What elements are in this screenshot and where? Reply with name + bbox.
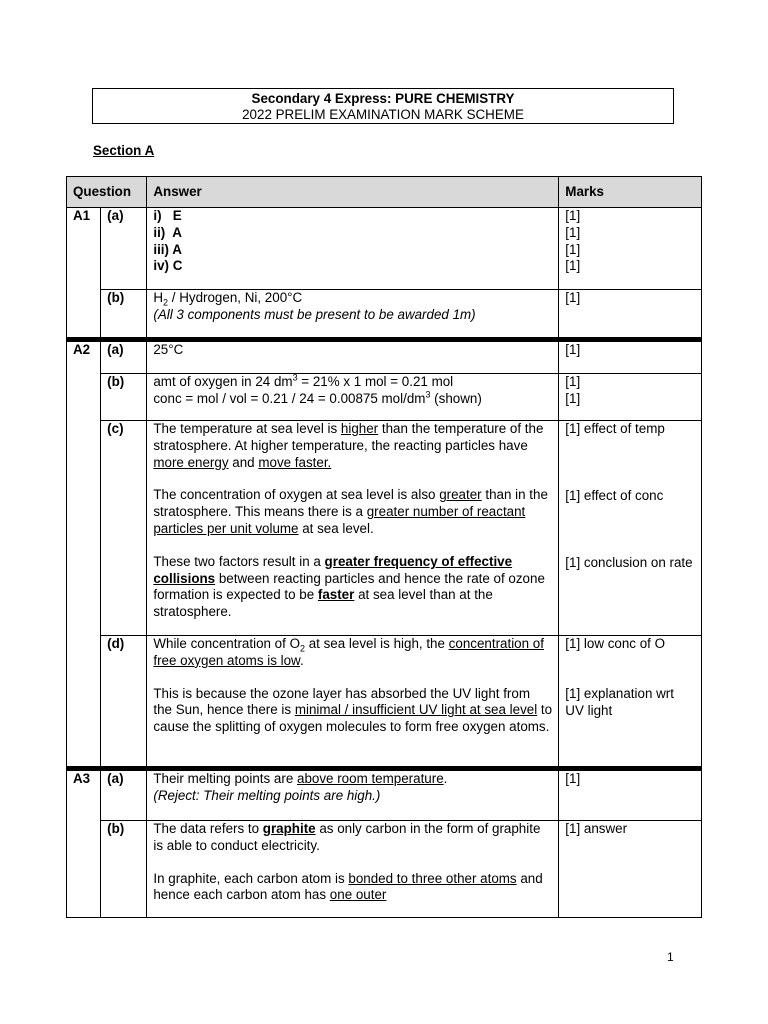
question-number-a1: A1 <box>67 208 101 340</box>
answer-line: iv) C <box>153 258 183 274</box>
table-row-a1b <box>67 290 702 340</box>
answer-paragraph: In graphite, each carbon atom is bonded to three other atoms and hence each carbon atom has one outer <box>153 870 543 903</box>
document-title: Secondary 4 Express: PURE CHEMISTRY <box>251 91 515 106</box>
answer-cell <box>147 290 559 340</box>
answer-line: ii) A <box>153 224 182 240</box>
table-row-a2d <box>67 636 702 769</box>
header-question: Question <box>67 177 147 208</box>
answer-paragraph: While concentration of $O_2$ at sea level is high, the concentration of free oxygen atoms is low. <box>153 636 544 668</box>
table-row-a3b <box>67 821 702 918</box>
question-number-a3: A3 <box>67 769 101 918</box>
marks-cell <box>559 421 702 636</box>
answer-line: iii) A <box>153 241 182 257</box>
table-row-a1a <box>67 208 702 290</box>
marks-cell <box>559 208 702 290</box>
part-label: (d) <box>101 636 147 769</box>
marks-cell <box>559 374 702 421</box>
answer-cell <box>147 421 559 636</box>
header-answer: Answer <box>147 177 559 208</box>
mark-value: [1] <box>565 374 581 389</box>
mark-note: [1] effect of temp <box>565 421 665 436</box>
answer-note: (All 3 components must be present to be awarded 1m) <box>153 306 476 322</box>
table-row-a2a <box>67 340 702 374</box>
part-label: (a) <box>101 208 147 290</box>
answer-line: $H_2$ / Hydrogen, Ni, 200°C <box>153 290 303 308</box>
answer-line: conc = mol / vol = 0.21 / 24 = 0.00875 mol/$dm^3$ (shown) <box>153 389 482 406</box>
mark-value: [1] <box>565 241 581 257</box>
mark-scheme-table <box>66 176 702 918</box>
mark-note: [1] effect of conc <box>565 488 664 503</box>
marks-cell <box>559 636 702 769</box>
answer-paragraph: The temperature at sea level is higher than the temperature of the stratosphere. At higher temperature, the reacting particles have more energy and move faster. <box>153 421 544 470</box>
mark-value: [1] <box>559 340 702 374</box>
answer-paragraph: The data refers to graphite as only carbon in the form of graphite is able to conduct electricity. <box>153 821 541 853</box>
document-title-box <box>92 88 674 124</box>
answer-paragraph: This is because the ozone layer has absorbed the UV light from the Sun, hence there is minimal / insufficient UV light at sea level to cause the splitting of oxygen molecules to form free oxygen atoms. <box>153 685 553 735</box>
mark-value: [1] <box>559 290 702 340</box>
part-label: (a) <box>101 769 147 821</box>
answer-paragraph: The concentration of oxygen at sea level is also greater than in the stratosphere. This means there is a greater number of reactant particles per unit volume at sea level. <box>153 487 548 536</box>
header-marks: Marks <box>559 177 702 208</box>
table-row-a2b <box>67 374 702 421</box>
answer-note: (Reject: Their melting points are high.) <box>153 787 381 803</box>
mark-note: [1] conclusion on rate <box>565 555 693 570</box>
part-label: (b) <box>101 374 147 421</box>
answer-line: amt of oxygen in 24 $dm^3 = 21\%$ x 1 mol = 0.21 mol <box>153 372 454 389</box>
answer-paragraph: These two factors result in a greater frequency of effective collisions between reacting particles and hence the rate of ozone formation is expected to be faster at sea level than at the stratosphere. <box>153 553 545 620</box>
table-header-row <box>67 177 702 208</box>
section-heading: Section A <box>93 143 155 158</box>
table-row-a2c <box>67 421 702 636</box>
mark-value: [1] <box>565 224 581 240</box>
mark-value: [1] <box>565 208 581 223</box>
mark-note: [1] answer <box>559 821 702 918</box>
part-label: (b) <box>101 290 147 340</box>
answer-cell <box>147 374 559 421</box>
part-label: (a) <box>101 340 147 374</box>
answer-cell: 25°C <box>147 340 559 374</box>
document-subtitle: 2022 PRELIM EXAMINATION MARK SCHEME <box>242 107 524 122</box>
answer-cell <box>147 769 559 821</box>
mark-value: [1] <box>565 390 581 406</box>
mark-note: [1] explanation wrt UV light <box>565 686 674 718</box>
answer-line: Their melting points are above room temperature. <box>153 771 448 786</box>
answer-cell <box>147 821 559 918</box>
page-number: 1 <box>667 950 674 964</box>
part-label: (b) <box>101 821 147 918</box>
table-row-a3a <box>67 769 702 821</box>
mark-value: [1] <box>565 258 581 274</box>
question-number-a2: A2 <box>67 340 101 769</box>
answer-cell <box>147 636 559 769</box>
mark-note: [1] low conc of O <box>565 636 666 651</box>
part-label: (c) <box>101 421 147 636</box>
mark-value: [1] <box>559 769 702 821</box>
answer-line: i) E <box>153 208 182 223</box>
answer-cell <box>147 208 559 290</box>
